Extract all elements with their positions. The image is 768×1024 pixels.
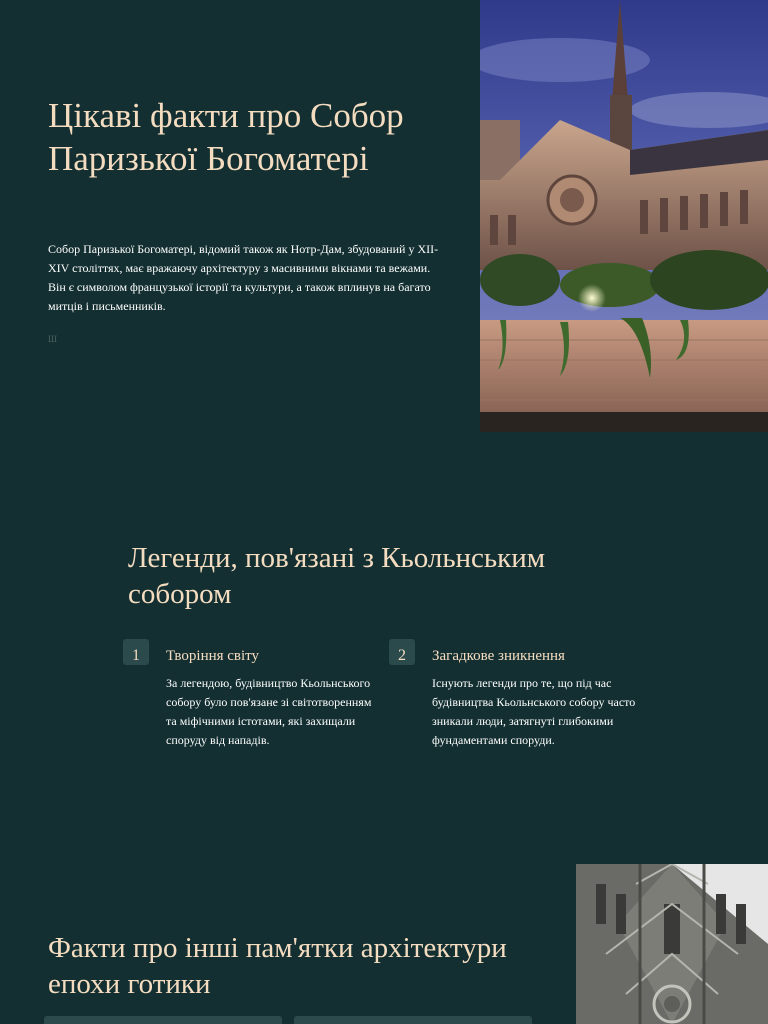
- fact-card-1[interactable]: [44, 1016, 282, 1024]
- legend-text: Існують легенди про те, що під час будівництва Кьольнського собору часто зникали люди, затягнуті глибокими фундаментами споруди.: [432, 676, 636, 747]
- gothic-cathedral-photo: [576, 864, 768, 1024]
- hero-description: Собор Паризької Богоматері, відомий також як Нотр-Дам, збудований у XII-XIV століттях, має вражаючу архітектуру з масивними вікнами та вежами. Він є символом французької історії та культури, а також вплинув на багато митців і письменників.: [48, 242, 439, 313]
- legend-text: За легендою, будівництво Кьольнського собору було пов'язане зі світотворенням та міфічними істотами, які захищали споруду від нападів.: [166, 676, 372, 747]
- facts-title: Факти про інші пам'ятки архітектури епохи готики: [48, 932, 507, 1000]
- hero-title: Цікаві факти про Собор Паризької Богоматері: [48, 96, 404, 178]
- legend-number: 1: [123, 639, 149, 665]
- notre-dame-photo: [480, 0, 768, 432]
- legend-title: Загадкове зникнення: [432, 648, 565, 664]
- legends-title: Легенди, пов'язані з Кьольнським собором: [128, 542, 546, 610]
- legend-title: Творіння світу: [166, 648, 260, 664]
- hero-caption: Ш: [48, 334, 58, 344]
- legend-number: 2: [389, 639, 415, 665]
- fact-card-2[interactable]: [294, 1016, 532, 1024]
